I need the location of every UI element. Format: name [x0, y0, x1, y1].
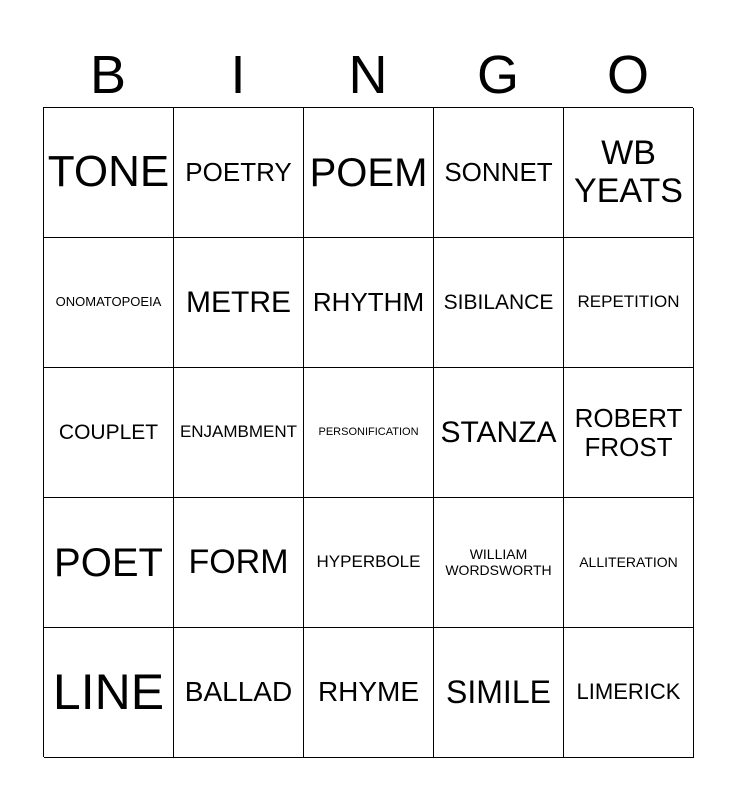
cell-text: ROBERT FROST	[574, 402, 683, 462]
cell-text: BALLAD	[184, 676, 293, 708]
cell-text: ENJAMBMENT	[179, 422, 298, 442]
cell-text: RHYTHM	[312, 287, 425, 318]
bingo-cell	[564, 368, 694, 498]
bingo-cell	[174, 368, 304, 498]
cell-text: LIMERICK	[576, 679, 681, 705]
cell-text: PERSONIFICATION	[318, 426, 419, 439]
bingo-cell	[434, 238, 564, 368]
cell-text: SIBILANCE	[443, 290, 554, 314]
bingo-cell	[564, 238, 694, 368]
cell-text: WB YEATS	[574, 134, 683, 210]
cell-text: ALLITERATION	[579, 553, 678, 570]
cell-text: COUPLET	[58, 420, 159, 444]
bingo-cell	[434, 628, 564, 758]
bingo-cell	[44, 498, 174, 628]
header-letter-o: O	[606, 45, 649, 105]
bingo-cell	[304, 238, 434, 368]
bingo-cell	[174, 498, 304, 628]
bingo-cell	[44, 628, 174, 758]
bingo-cell	[44, 238, 174, 368]
cell-text: HYPERBOLE	[316, 552, 421, 572]
cell-text: STANZA	[440, 416, 557, 449]
bingo-cell	[174, 238, 304, 368]
cell-text: TONE	[47, 147, 170, 197]
cell-text: SONNET	[444, 157, 553, 188]
cell-text: POETRY	[185, 157, 292, 188]
bingo-cell	[44, 368, 174, 498]
bingo-cell	[304, 368, 434, 498]
bingo-cell	[174, 628, 304, 758]
cell-text: ONOMATOPOEIA	[55, 294, 162, 310]
bingo-header	[43, 44, 693, 106]
cell-text: REPETITION	[577, 292, 680, 312]
bingo-cell	[304, 628, 434, 758]
bingo-grid	[43, 107, 693, 757]
cell-text: METRE	[186, 286, 291, 319]
header-letter-i: I	[230, 45, 246, 105]
bingo-cell	[434, 368, 564, 498]
bingo-cell	[44, 108, 174, 238]
cell-text: RHYME	[317, 676, 420, 708]
header-letter-n: N	[348, 45, 388, 105]
bingo-cell	[434, 108, 564, 238]
cell-text: LINE	[52, 664, 165, 720]
cell-text: FORM	[188, 542, 289, 581]
cell-text: WILLIAM WORDSWORTH	[445, 546, 552, 578]
bingo-cell	[434, 498, 564, 628]
bingo-cell	[304, 108, 434, 238]
bingo-cell	[564, 628, 694, 758]
bingo-cell	[174, 108, 304, 238]
bingo-cell	[564, 498, 694, 628]
cell-text: POEM	[309, 150, 428, 195]
header-letter-b: B	[89, 45, 127, 105]
header-letter-g: G	[476, 45, 519, 105]
cell-text: POET	[54, 540, 163, 585]
bingo-cell	[564, 108, 694, 238]
cell-text: SIMILE	[446, 673, 551, 710]
bingo-cell	[304, 498, 434, 628]
